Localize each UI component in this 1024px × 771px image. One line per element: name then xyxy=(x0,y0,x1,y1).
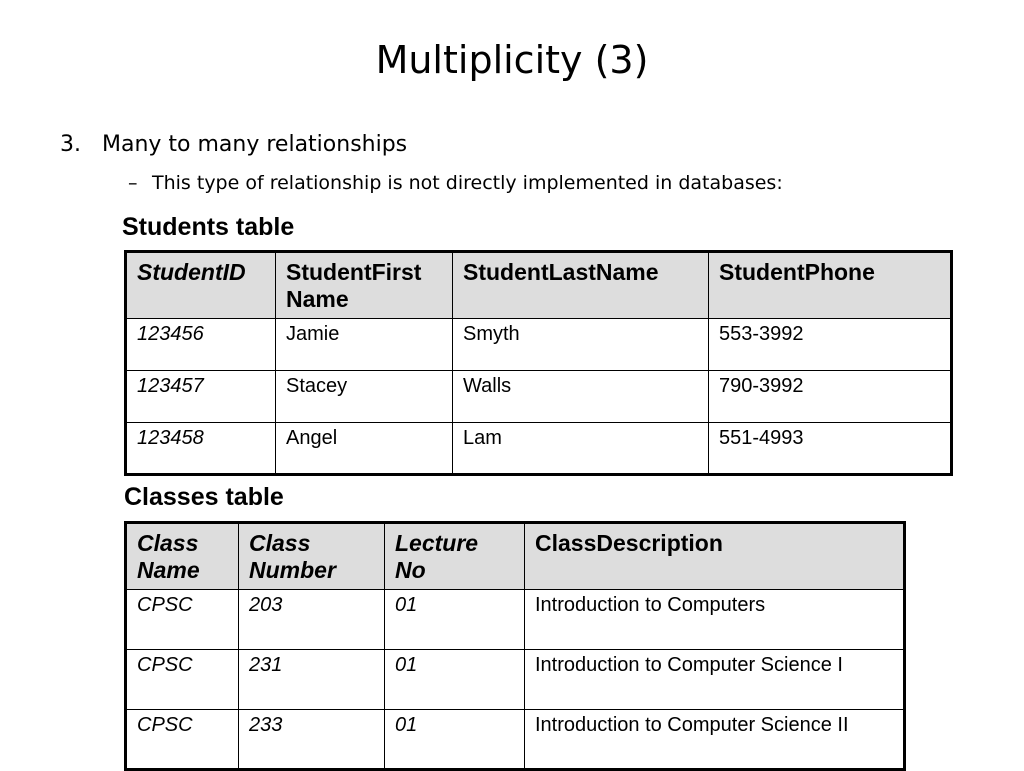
table-row xyxy=(126,590,905,650)
column-header: StudentPhone xyxy=(709,252,952,319)
table-cell: 790-3992 xyxy=(709,371,952,423)
bullet-point xyxy=(60,132,407,157)
table-cell: Introduction to Computer Science I xyxy=(525,650,905,710)
bullet-number: 3. xyxy=(60,132,81,157)
table-cell: Angel xyxy=(276,423,453,475)
column-header: StudentLastName xyxy=(453,252,709,319)
table-row xyxy=(126,710,905,770)
table-cell: 123456 xyxy=(126,319,276,371)
column-header: ClassDescription xyxy=(525,523,905,590)
table-row xyxy=(126,371,952,423)
column-header: Lecture No xyxy=(385,523,525,590)
slide-title: Multiplicity (3) xyxy=(375,38,649,82)
table-row xyxy=(126,319,952,371)
classes-table-caption: Classes table xyxy=(124,483,284,511)
table-cell: 01 xyxy=(385,590,525,650)
sub-bullet-point xyxy=(128,172,783,194)
classes-table xyxy=(124,521,906,771)
table-cell: 203 xyxy=(239,590,385,650)
table-cell: 231 xyxy=(239,650,385,710)
table-header-row xyxy=(126,252,952,319)
table-cell: 233 xyxy=(239,710,385,770)
table-cell: Walls xyxy=(453,371,709,423)
table-cell: Introduction to Computers xyxy=(525,590,905,650)
sub-bullet-text: This type of relationship is not directly implemented in databases: xyxy=(152,172,783,194)
students-table-caption: Students table xyxy=(122,213,295,241)
table-cell: Lam xyxy=(453,423,709,475)
table-cell: 01 xyxy=(385,650,525,710)
column-header: Class Name xyxy=(126,523,239,590)
bullet-text: Many to many relationships xyxy=(102,132,408,157)
table-row xyxy=(126,650,905,710)
students-table xyxy=(124,250,953,476)
table-cell: CPSC xyxy=(126,590,239,650)
table-cell: 01 xyxy=(385,710,525,770)
table-cell: CPSC xyxy=(126,650,239,710)
table-cell: 123458 xyxy=(126,423,276,475)
sub-bullet-dash: – xyxy=(128,172,138,194)
table-cell: 553-3992 xyxy=(709,319,952,371)
table-cell: Stacey xyxy=(276,371,453,423)
table-cell: Introduction to Computer Science II xyxy=(525,710,905,770)
table-cell: CPSC xyxy=(126,710,239,770)
column-header: StudentID xyxy=(126,252,276,319)
column-header: Class Number xyxy=(239,523,385,590)
table-cell: 551-4993 xyxy=(709,423,952,475)
table-cell: Jamie xyxy=(276,319,453,371)
column-header: StudentFirst Name xyxy=(276,252,453,319)
table-cell: Smyth xyxy=(453,319,709,371)
table-cell: 123457 xyxy=(126,371,276,423)
table-header-row xyxy=(126,523,905,590)
table-row xyxy=(126,423,952,475)
